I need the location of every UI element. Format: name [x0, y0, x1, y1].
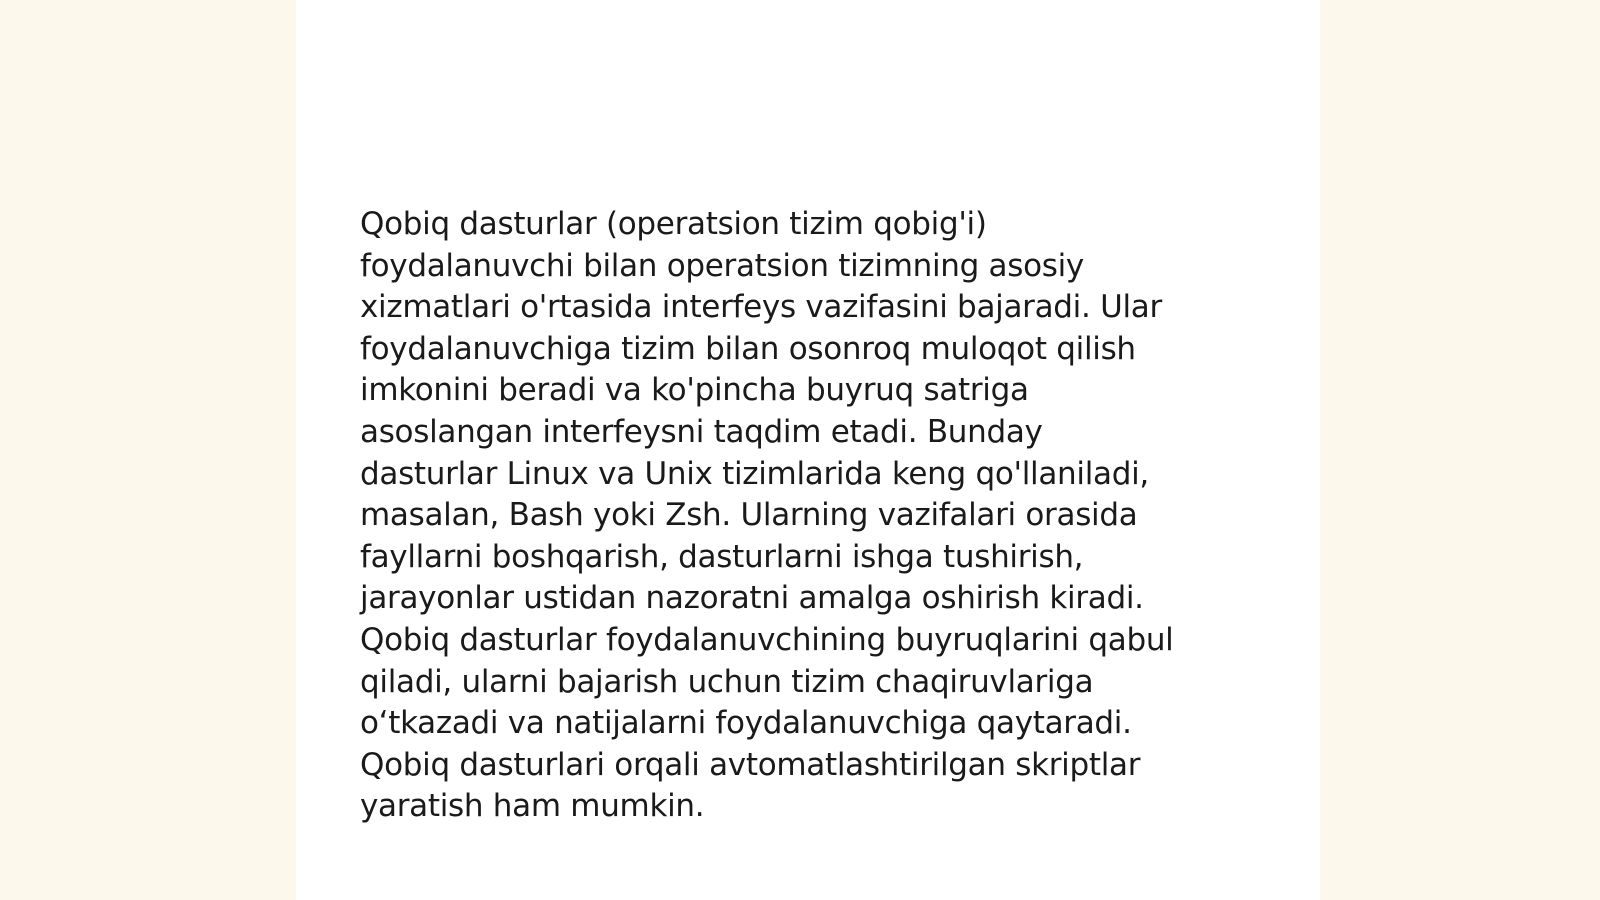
- text-line: asoslangan interfeysni taqdim etadi. Bunday: [360, 413, 1043, 450]
- text-line: jarayonlar ustidan nazoratni amalga oshirish kiradi.: [360, 580, 1144, 617]
- text-line: masalan, Bash yoki Zsh. Ularning vazifalari orasida: [360, 497, 1138, 534]
- text-line: xizmatlari o'rtasida interfeys vazifasini bajaradi. Ular: [360, 289, 1162, 326]
- text-line: qiladi, ularni bajarish uchun tizim chaqiruvlariga: [360, 663, 1094, 700]
- text-line: yaratish ham mumkin.: [360, 788, 705, 825]
- text-line: Qobiq dasturlar (operatsion tizim qobig'i): [360, 206, 987, 242]
- text-line: Qobiq dasturlari orqali avtomatlashtirilgan skriptlar: [360, 746, 1141, 783]
- text-line: dasturlar Linux va Unix tizimlarida keng qo'llaniladi,: [360, 455, 1149, 492]
- text-line: foydalanuvchiga tizim bilan osonroq muloqot qilish: [360, 330, 1136, 367]
- text-line: imkonini beradi va ko'pincha buyruq satriga: [360, 372, 1029, 409]
- text-line: fayllarni boshqarish, dasturlarni ishga tushirish,: [360, 538, 1084, 575]
- text-line: foydalanuvchi bilan operatsion tizimning asosiy: [360, 247, 1084, 284]
- text-line: Qobiq dasturlar foydalanuvchining buyruqlarini qabul: [360, 621, 1174, 658]
- document-page: [296, 0, 1320, 900]
- body-paragraph: [360, 204, 1260, 828]
- text-line: o‘tkazadi va natijalarni foydalanuvchiga qaytaradi.: [360, 705, 1132, 742]
